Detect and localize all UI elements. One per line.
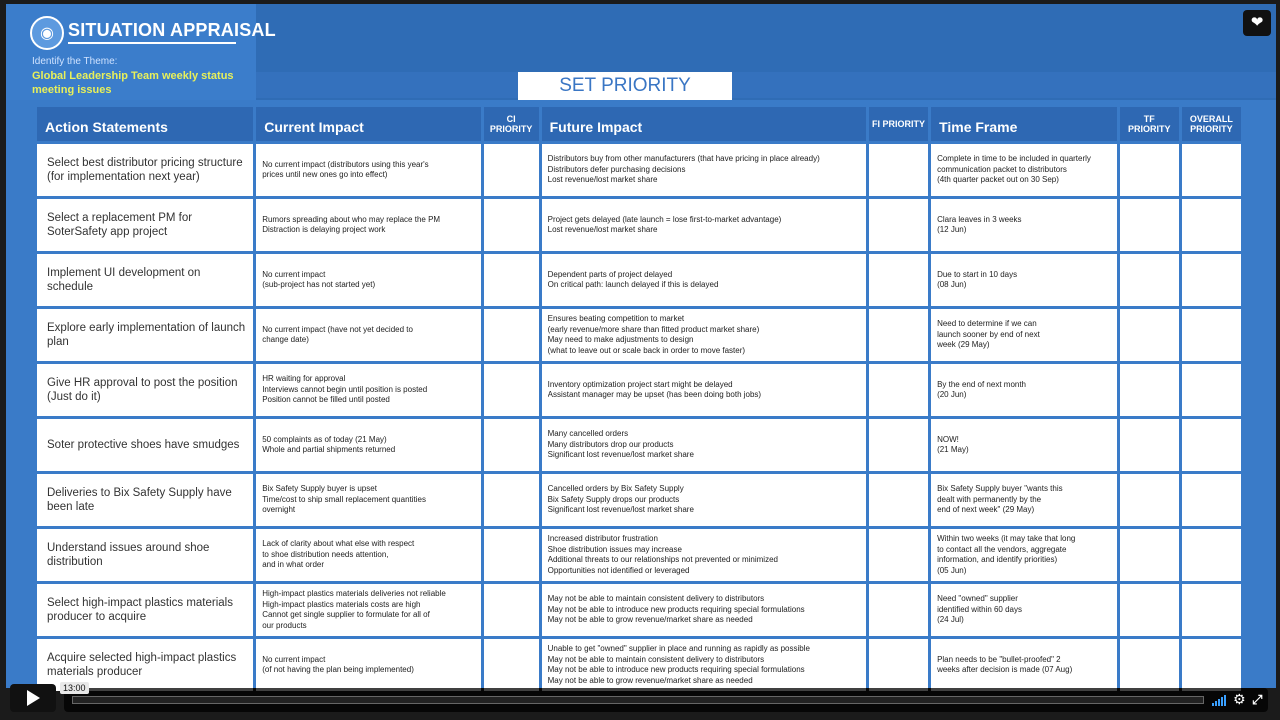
action-statement: Implement UI development on schedule	[37, 254, 253, 306]
ci-priority-cell	[484, 254, 539, 306]
current-impact-cell	[256, 639, 480, 691]
action-statement: Soter protective shoes have smudges	[37, 419, 253, 471]
volume-icon[interactable]	[1212, 694, 1226, 706]
future-line: Lost revenue/lost market share	[547, 225, 658, 234]
fi-priority-cell	[869, 254, 928, 306]
action-statement: Explore early implementation of launch plan	[37, 309, 253, 361]
current-impact-cell	[256, 584, 480, 636]
current-impact-cell	[256, 254, 480, 306]
future-line: On critical path: launch delayed if this is delayed	[547, 280, 719, 289]
time-line: Need to determine if we can	[937, 319, 1037, 329]
fi-priority-cell	[869, 309, 928, 361]
time-line: Plan needs to be "bullet-proofed" 2	[937, 654, 1061, 664]
future-line: Many distributors drop our products	[547, 439, 674, 449]
future-impact-cell	[542, 309, 866, 361]
time-line: Due to start in 10 days	[937, 269, 1018, 279]
current-impact-cell	[256, 364, 480, 416]
time-line: (12 Jun)	[937, 225, 967, 234]
tf-priority-cell	[1120, 364, 1179, 416]
current-line: High-impact plastics materials deliveries not reliable	[262, 589, 446, 598]
time-line: (20 Jun)	[937, 390, 967, 399]
time-line: Clara leaves in 3 weeks	[937, 214, 1022, 224]
play-icon	[27, 690, 40, 706]
current-line: (of not having the plan being implemented)	[262, 665, 414, 674]
play-button[interactable]	[10, 684, 56, 712]
time-frame-cell	[931, 474, 1117, 526]
tf-priority-cell	[1120, 529, 1179, 581]
future-line: Assistant manager may be upset (has been doing both jobs)	[547, 390, 762, 399]
future-line: May not be able to grow revenue/market share as needed	[547, 615, 753, 625]
future-impact-cell	[542, 474, 866, 526]
future-line: May not be able to introduce new products requiring special formulations	[547, 665, 805, 674]
ci-priority-cell	[484, 639, 539, 691]
time-frame-cell	[931, 144, 1117, 196]
time-frame-cell	[931, 584, 1117, 636]
table-row	[37, 364, 1241, 416]
time-line: to contact all the vendors, aggregate	[937, 544, 1067, 554]
action-statement: Give HR approval to post the position (Just do it)	[37, 364, 253, 416]
tf-priority-cell	[1120, 584, 1179, 636]
current-line: No current impact (distributors using this year's	[262, 159, 429, 169]
table-row	[37, 639, 1241, 691]
time-line: (05 Jun)	[937, 565, 967, 575]
slide-title: SITUATION APPRAISAL	[68, 20, 276, 40]
overall-priority-cell	[1182, 144, 1241, 196]
overall-priority-cell	[1182, 474, 1241, 526]
future-line: (what to leave out or scale back in order to move faster)	[547, 345, 746, 355]
future-impact-cell	[542, 529, 866, 581]
fi-priority-cell	[869, 419, 928, 471]
time-line: Complete in time to be included in quarterly	[937, 154, 1091, 164]
future-line: May need to make adjustments to design	[547, 335, 694, 344]
current-impact-cell	[256, 199, 480, 251]
current-line: Distraction is delaying project work	[262, 225, 386, 234]
future-line: May not be able to introduce new products requiring special formulations	[547, 604, 805, 614]
time-frame-cell	[931, 529, 1117, 581]
tf-priority-cell	[1120, 309, 1179, 361]
time-line: week (29 May)	[937, 340, 990, 350]
col-ci-priority: CI PRIORITY	[484, 107, 539, 141]
current-line: No current impact	[262, 654, 326, 664]
table-row	[37, 529, 1241, 581]
future-line: (early revenue/more share than fitted product market share)	[547, 324, 760, 334]
future-line: Increased distributor frustration	[547, 534, 658, 543]
progress-track[interactable]	[72, 696, 1204, 704]
time-frame-cell	[931, 254, 1117, 306]
future-line: Distributors defer purchasing decisions	[547, 164, 686, 174]
current-line: overnight	[262, 505, 296, 515]
current-line: (sub-project has not started yet)	[262, 280, 376, 289]
current-line: Rumors spreading about who may replace the PM	[262, 214, 441, 224]
current-line: High-impact plastics materials costs are high	[262, 599, 421, 609]
tf-priority-cell	[1120, 199, 1179, 251]
time-line: Bix Safety Supply buyer "wants this	[937, 484, 1063, 494]
future-line: Additional threats to our relationships not prevented or minimized	[547, 555, 778, 564]
time-line: communication packet to distributors	[937, 164, 1067, 174]
action-statement: Select high-impact plastics materials producer to acquire	[37, 584, 253, 636]
current-line: Bix Safety Supply buyer is upset	[262, 484, 377, 494]
ci-priority-cell	[484, 584, 539, 636]
current-line: Cannot get single supplier to formulate for all of	[262, 610, 430, 619]
col-tf-priority: TF PRIORITY	[1120, 107, 1179, 141]
future-line: Unable to get "owned" supplier in place and running as rapidly as possible	[547, 644, 810, 653]
overall-priority-cell	[1182, 419, 1241, 471]
tf-priority-cell	[1120, 474, 1179, 526]
gear-icon[interactable]: ⚙	[1233, 691, 1246, 707]
tf-priority-cell	[1120, 144, 1179, 196]
table-row	[37, 419, 1241, 471]
time-frame-cell	[931, 309, 1117, 361]
current-impact-cell	[256, 309, 480, 361]
future-line: Many cancelled orders	[547, 429, 629, 439]
future-line: Dependent parts of project delayed	[547, 269, 673, 279]
overall-priority-cell	[1182, 309, 1241, 361]
time-line: dealt with permanently by the	[937, 494, 1042, 504]
col-overall-priority: OVERALL PRIORITY	[1182, 107, 1241, 141]
current-line: Position cannot be filled until posted	[262, 395, 390, 405]
current-line: No current impact (have not yet decided to	[262, 324, 413, 334]
fi-priority-cell	[869, 584, 928, 636]
time-line: By the end of next month	[937, 379, 1027, 389]
time-frame-cell	[931, 639, 1117, 691]
title-underline	[68, 42, 236, 44]
priority-table	[34, 104, 1244, 694]
tf-priority-cell	[1120, 254, 1179, 306]
table-row	[37, 199, 1241, 251]
current-impact-cell	[256, 529, 480, 581]
current-line: to shoe distribution needs attention,	[262, 549, 389, 559]
action-statement: Select a replacement PM for SoterSafety app project	[37, 199, 253, 251]
time-line: weeks after decision is made (07 Aug)	[937, 665, 1073, 674]
fi-priority-cell	[869, 144, 928, 196]
owl-logo-icon: ◉	[30, 16, 64, 50]
col-future-impact: Future Impact	[542, 107, 866, 141]
tf-priority-cell	[1120, 639, 1179, 691]
future-impact-cell	[542, 639, 866, 691]
current-line: and in what order	[262, 560, 325, 570]
table-row	[37, 474, 1241, 526]
ci-priority-cell	[484, 144, 539, 196]
time-line: NOW!	[937, 434, 959, 444]
future-line: May not be able to maintain consistent delivery to distributors	[547, 594, 765, 604]
future-line: Opportunities not identified or leveraged	[547, 565, 690, 575]
time-frame-cell	[931, 419, 1117, 471]
overall-priority-cell	[1182, 639, 1241, 691]
time-line: Within two weeks (it may take that long	[937, 534, 1076, 543]
ci-priority-cell	[484, 364, 539, 416]
current-impact-cell	[256, 144, 480, 196]
current-line: HR waiting for approval	[262, 374, 346, 384]
current-impact-cell	[256, 419, 480, 471]
overall-priority-cell	[1182, 584, 1241, 636]
table-row	[37, 584, 1241, 636]
current-impact-cell	[256, 474, 480, 526]
current-line: change date)	[262, 335, 309, 344]
overall-priority-cell	[1182, 199, 1241, 251]
col-fi-priority: FI PRIORITY	[869, 107, 928, 141]
fi-priority-cell	[869, 474, 928, 526]
fullscreen-icon[interactable]: ⤢	[1252, 692, 1263, 707]
fi-priority-cell	[869, 639, 928, 691]
current-line: 50 complaints as of today (21 May)	[262, 434, 387, 444]
ci-priority-cell	[484, 199, 539, 251]
like-heart-icon[interactable]: ❤	[1243, 10, 1271, 36]
ci-priority-cell	[484, 474, 539, 526]
future-line: Bix Safety Supply drops our products	[547, 494, 680, 504]
current-line: Interviews cannot begin until position is posted	[262, 384, 428, 394]
fi-priority-cell	[869, 529, 928, 581]
current-line: our products	[262, 620, 307, 630]
overall-priority-cell	[1182, 529, 1241, 581]
overall-priority-cell	[1182, 364, 1241, 416]
action-statement: Acquire selected high-impact plastics materials producer	[37, 639, 253, 691]
time-line: (08 Jun)	[937, 280, 967, 289]
future-line: May not be able to maintain consistent delivery to distributors	[547, 654, 765, 664]
future-line: Lost revenue/lost market share	[547, 175, 658, 185]
current-time-badge: 13:00	[60, 682, 89, 694]
future-impact-cell	[542, 144, 866, 196]
tf-priority-cell	[1120, 419, 1179, 471]
overall-priority-cell	[1182, 254, 1241, 306]
theme-text: Global Leadership Team weekly status meeting issues	[32, 70, 234, 96]
time-line: (24 Jul)	[937, 615, 964, 625]
step-strip	[256, 72, 1276, 98]
ci-priority-cell	[484, 529, 539, 581]
set-priority-step: SET PRIORITY	[518, 72, 732, 100]
current-line: Lack of clarity about what else with respect	[262, 539, 415, 549]
time-frame-cell	[931, 199, 1117, 251]
future-impact-cell	[542, 419, 866, 471]
ci-priority-cell	[484, 419, 539, 471]
col-current-impact: Current Impact	[256, 107, 480, 141]
current-line: prices until new ones go into effect)	[262, 170, 388, 179]
identify-theme-label: Identify the Theme:	[32, 56, 118, 67]
action-statement: Deliveries to Bix Safety Supply have been late	[37, 474, 253, 526]
table-row	[37, 144, 1241, 196]
col-action-statements: Action Statements	[37, 107, 253, 141]
future-line: May not be able to grow revenue/market share as needed	[547, 675, 753, 685]
table-row	[37, 309, 1241, 361]
future-line: Project gets delayed (late launch = lose first-to-market advantage)	[547, 214, 782, 224]
action-statement: Select best distributor pricing structure (for implementation next year)	[37, 144, 253, 196]
future-impact-cell	[542, 254, 866, 306]
future-line: Distributors buy from other manufacturers (that have pricing in place already)	[547, 154, 820, 164]
future-line: Significant lost revenue/lost market share	[547, 505, 694, 515]
future-line: Significant lost revenue/lost market share	[547, 450, 694, 460]
time-line: (21 May)	[937, 445, 969, 454]
current-line: Whole and partial shipments returned	[262, 445, 396, 454]
time-frame-cell	[931, 364, 1117, 416]
fi-priority-cell	[869, 364, 928, 416]
time-line: launch sooner by end of next	[937, 329, 1040, 339]
table-header-row	[37, 107, 1241, 141]
future-line: Cancelled orders by Bix Safety Supply	[547, 484, 684, 494]
time-line: information, and identify priorities)	[937, 555, 1058, 564]
future-line: Inventory optimization project start might be delayed	[547, 379, 733, 389]
future-impact-cell	[542, 584, 866, 636]
future-impact-cell	[542, 364, 866, 416]
future-line: Ensures beating competition to market	[547, 314, 685, 323]
time-line: identified within 60 days	[937, 604, 1023, 614]
time-line: Need "owned" supplier	[937, 594, 1018, 604]
time-line: end of next week" (29 May)	[937, 505, 1035, 515]
table-row	[37, 254, 1241, 306]
current-line: Time/cost to ship small replacement quantities	[262, 494, 426, 504]
future-impact-cell	[542, 199, 866, 251]
fi-priority-cell	[869, 199, 928, 251]
time-line: (4th quarter packet out on 30 Sep)	[937, 175, 1059, 185]
action-statement: Understand issues around shoe distribution	[37, 529, 253, 581]
ci-priority-cell	[484, 309, 539, 361]
col-time-frame: Time Frame	[931, 107, 1117, 141]
future-line: Shoe distribution issues may increase	[547, 544, 682, 554]
current-line: No current impact	[262, 269, 326, 279]
